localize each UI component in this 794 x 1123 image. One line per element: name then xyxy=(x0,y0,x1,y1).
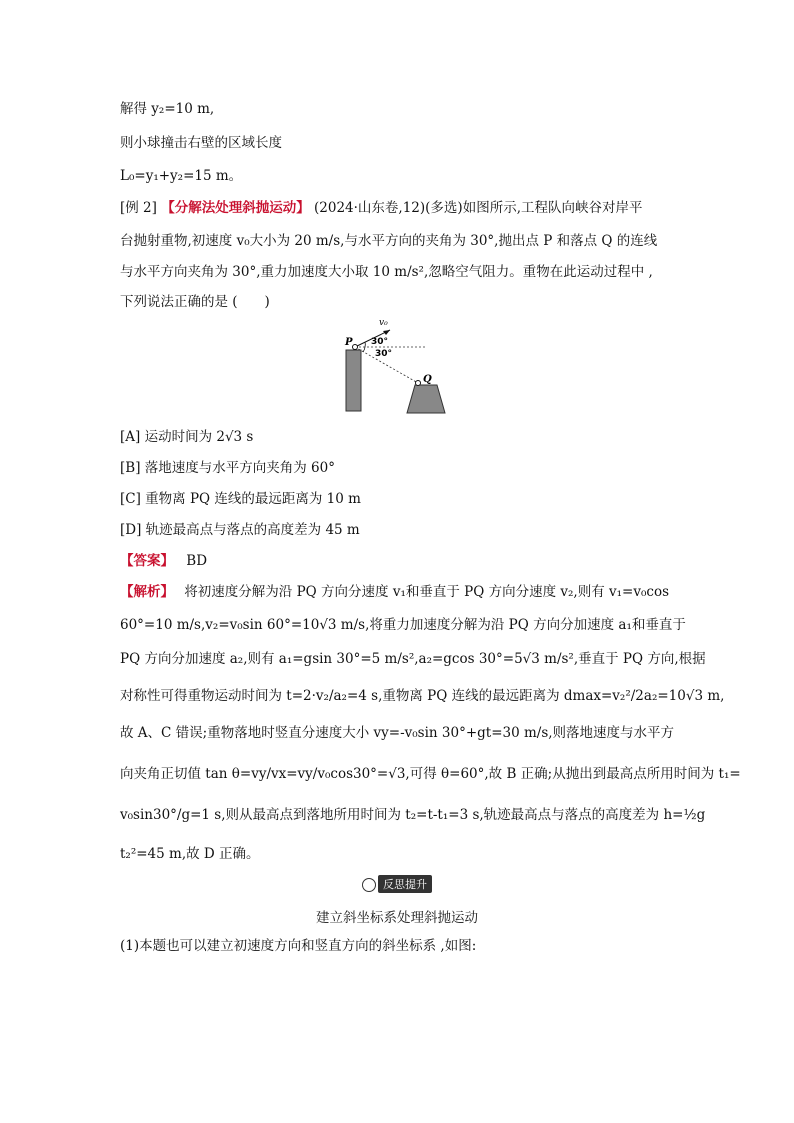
point-q xyxy=(416,381,421,386)
landing-platform xyxy=(407,385,445,413)
solution-line-1: 解得 y₂=10 m, xyxy=(120,101,215,117)
label-q: Q xyxy=(423,374,432,385)
example-line-4: 下列说法正确的是 ( ) xyxy=(120,294,270,310)
label-v0: v₀ xyxy=(379,318,388,328)
example-header xyxy=(120,199,643,217)
reflect-line-1: (1)本题也可以建立初速度方向和竖直方向的斜坐标系 ,如图: xyxy=(120,938,477,954)
analysis-line-2: 60°=10 m/s,v₂=v₀sin 60°=10√3 m/s,将重力加速度分解为沿 PQ 方向分加速度 a₁和垂直于 xyxy=(120,617,686,633)
analysis-line-7: v₀sin30°/g=1 s,则从最高点到落地所用时间为 t₂=t-t₁=3 s,轨迹最高点与落点的高度差为 h=½g xyxy=(120,807,706,823)
example-title: 【分解法处理斜抛运动】 xyxy=(161,200,310,216)
analysis-line-1 xyxy=(120,583,669,601)
reflect-badge-row xyxy=(0,875,794,893)
option-d: [D] 轨迹最高点与落点的高度差为 45 m xyxy=(120,522,360,538)
reflect-icon xyxy=(362,878,376,892)
answer-line xyxy=(120,552,207,570)
reflect-heading: 建立斜坐标系处理斜抛运动 xyxy=(316,910,478,926)
answer-label: 【答案】 xyxy=(120,553,174,569)
reflect-badge: 反思提升 xyxy=(378,875,432,893)
example-label: [例 2] xyxy=(120,200,157,216)
analysis-line-6: 向夹角正切值 tan θ=vy/vx=vy/v₀cos30°=√3,可得 θ=60°,故 B 正确;从抛出到最高点所用时间为 t₁= xyxy=(120,766,741,782)
solution-line-2: 则小球撞击右壁的区域长度 xyxy=(120,135,282,151)
cliff-pillar xyxy=(346,350,361,411)
analysis-line-5: 故 A、C 错误;重物落地时竖直分速度大小 vy=-v₀sin 30°+gt=30 m/s,则落地速度与水平方 xyxy=(120,725,675,741)
angle-label-bottom: 30° xyxy=(375,349,393,359)
example-source: (2024·山东卷,12)(多选)如图所示,工程队向峡谷对岸平 xyxy=(314,200,643,216)
angle-arc-bottom xyxy=(363,347,365,352)
angle-label-top: 30° xyxy=(371,337,389,347)
analysis-text-1: 将初速度分解为沿 PQ 方向分速度 v₁和垂直于 PQ 方向分速度 v₂,则有 v₁=v₀cos xyxy=(184,584,670,600)
analysis-line-8: t₂²=45 m,故 D 正确。 xyxy=(120,846,260,862)
solution-line-3: L₀=y₁+y₂=15 m。 xyxy=(120,168,243,184)
label-p: P xyxy=(345,337,353,348)
option-c: [C] 重物离 PQ 连线的最远距离为 10 m xyxy=(120,491,361,507)
analysis-label: 【解析】 xyxy=(120,584,174,600)
answer-value: BD xyxy=(186,553,208,569)
example-line-2: 台抛射重物,初速度 v₀大小为 20 m/s,与水平方向的夹角为 30°,抛出点 P 和落点 Q 的连线 xyxy=(120,233,658,249)
analysis-line-3: PQ 方向分加速度 a₂,则有 a₁=gsin 30°=5 m/s²,a₂=gcos 30°=5√3 m/s²,垂直于 PQ 方向,根据 xyxy=(120,651,706,667)
point-p xyxy=(353,345,358,350)
option-a: [A] 运动时间为 2√3 s xyxy=(120,429,254,445)
example-line-3: 与水平方向夹角为 30°,重力加速度大小取 10 m/s²,忽略空气阻力。重物在此运动过程中 , xyxy=(120,264,653,280)
option-b: [B] 落地速度与水平方向夹角为 60° xyxy=(120,460,335,476)
projectile-figure xyxy=(335,313,465,415)
analysis-line-4: 对称性可得重物运动时间为 t=2·v₂/a₂=4 s,重物离 PQ 连线的最远距离为 dmax=v₂²/2a₂=10√3 m, xyxy=(120,688,725,704)
